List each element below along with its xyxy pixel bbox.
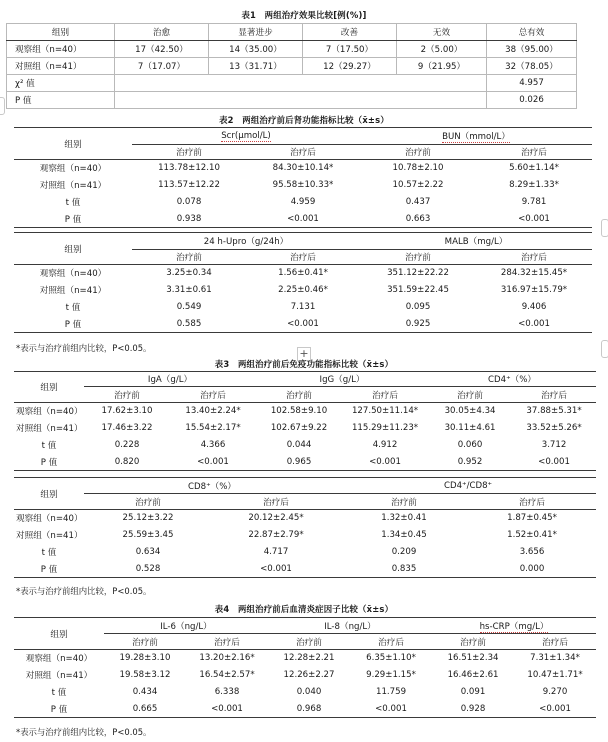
table-cell: 4.717 xyxy=(263,547,289,557)
table-cell: 0.040 xyxy=(296,687,322,697)
left-resize-handle[interactable] xyxy=(0,97,5,115)
table-cell: 0.095 xyxy=(405,302,431,312)
after-header: 治疗后 xyxy=(186,634,268,650)
table-cell: 4.959 xyxy=(290,197,316,207)
metric-label: hs-CRP（mg/L） xyxy=(479,621,549,632)
before-header: 治疗前 xyxy=(256,387,342,403)
row-label: P 值 xyxy=(14,211,132,228)
table-cell: 38（95.00） xyxy=(487,41,577,58)
after-header: 治疗后 xyxy=(342,387,428,403)
table-cell: 0.228 xyxy=(114,440,140,450)
table-cell: 19.58±3.12 xyxy=(119,670,171,680)
table-cell: <0.001 xyxy=(476,211,592,228)
table4-caption: 表4 两组治疗前后血清炎症因子比较（x̄±s） xyxy=(214,604,394,614)
table-cell: 12（29.27） xyxy=(303,58,397,75)
metric-header-cd8: CD8⁺（%） xyxy=(84,478,340,494)
table-cell: 9（21.95） xyxy=(397,58,487,75)
table1-header-cell: 显著进步 xyxy=(209,24,303,41)
row-label: P 值 xyxy=(14,316,132,333)
table-cell: 2.25±0.46* xyxy=(278,285,328,295)
row-label: t 值 xyxy=(51,688,67,698)
table-cell: <0.001 xyxy=(342,454,428,471)
add-block-button[interactable]: + xyxy=(297,347,311,361)
table-row xyxy=(14,561,596,578)
group-header: 组别 xyxy=(14,372,84,403)
row-label: t 值 xyxy=(65,198,81,208)
table-row xyxy=(14,403,596,420)
table-cell: 3.25±0.34 xyxy=(166,268,212,279)
table-row xyxy=(14,527,596,544)
table-cell: <0.001 xyxy=(246,316,360,333)
table-cell: 0.835 xyxy=(340,561,468,578)
table3-block-a xyxy=(14,371,596,471)
group-header: 组别 xyxy=(14,478,84,510)
table-cell: <0.001 xyxy=(170,454,256,471)
table-cell: 0.665 xyxy=(104,701,186,718)
before-header: 治疗前 xyxy=(268,634,350,650)
table3-block-b xyxy=(14,477,596,578)
row-label: 观察组（n=40） xyxy=(16,514,83,525)
after-header: 治疗后 xyxy=(246,250,360,265)
table-cell: <0.001 xyxy=(186,701,268,718)
table-row xyxy=(14,211,592,228)
table1-header-cell: 无效 xyxy=(397,24,487,41)
table-cell: 17.46±3.22 xyxy=(101,423,153,433)
table-cell: 3.712 xyxy=(541,440,567,450)
table-cell: <0.001 xyxy=(476,316,592,333)
after-header: 治疗后 xyxy=(514,634,596,650)
table3-caption: 表3 两组治疗前后免疫功能指标比较（x̄±s） xyxy=(214,359,394,369)
metric-header-scr xyxy=(132,128,360,145)
table-cell: 113.57±12.22 xyxy=(158,180,220,190)
table-cell: 7.31±1.34* xyxy=(530,653,580,664)
after-header: 治疗后 xyxy=(170,387,256,403)
table-cell: 16.46±2.61 xyxy=(447,670,499,680)
metric-label: BUN（mmol/L） xyxy=(442,132,510,142)
table1-header-cell: 改善 xyxy=(303,24,397,41)
metric-header-il8: IL-8（ng/L） xyxy=(268,618,432,634)
after-header: 治疗后 xyxy=(476,145,592,160)
table-cell: 0.965 xyxy=(256,454,342,471)
row-label: P 值 xyxy=(7,92,115,109)
before-header: 治疗前 xyxy=(84,387,170,403)
table-cell: 0.434 xyxy=(132,687,158,697)
table-row xyxy=(7,75,577,92)
empty-cell xyxy=(115,75,487,92)
row-label: 观察组（n=40） xyxy=(16,407,83,418)
table-cell: 10.47±1.71* xyxy=(527,670,583,680)
table-cell: 7（17.07） xyxy=(115,58,209,75)
table-cell: 9.781 xyxy=(521,197,547,207)
table-cell: 102.67±9.22 xyxy=(270,423,328,433)
table-cell: 12.28±2.21 xyxy=(283,653,335,664)
table-row xyxy=(14,701,596,718)
table-cell: 0.928 xyxy=(432,701,514,718)
table-cell: 127.50±11.14* xyxy=(351,406,419,417)
table-cell: 4.912 xyxy=(372,440,398,450)
table-cell: 20.12±2.45* xyxy=(248,513,304,524)
row-label: 对照组（n=41） xyxy=(39,181,107,191)
row-label: 对照组（n=41） xyxy=(16,424,83,434)
table-row xyxy=(7,58,577,75)
metric-header-il6: IL-6（ng/L） xyxy=(104,618,268,634)
table-row xyxy=(14,299,592,316)
metric-header-bun xyxy=(360,128,592,145)
metric-header-igg: IgG（g/L） xyxy=(256,372,428,387)
table-cell: 1.32±0.41 xyxy=(381,513,427,524)
table-cell: 33.52±5.26* xyxy=(526,423,582,433)
before-header: 治疗前 xyxy=(132,145,246,160)
metric-label: Scr(μmol/L) xyxy=(221,131,271,141)
table-row xyxy=(14,454,596,471)
table-cell: 25.59±3.45 xyxy=(122,530,174,540)
metric-header-cd4: CD4⁺（%） xyxy=(428,372,596,387)
table-cell: 32（78.05） xyxy=(487,58,577,75)
table-cell: 10.57±2.22 xyxy=(392,180,444,190)
table1-header-row xyxy=(7,24,577,41)
table-cell: 14（35.00） xyxy=(209,41,303,58)
row-label: 观察组（n=40） xyxy=(7,41,115,58)
after-header: 治疗后 xyxy=(246,145,360,160)
table-cell: 13.40±2.24* xyxy=(185,406,241,417)
table-cell: 10.78±2.10 xyxy=(392,163,444,174)
group-header: 组别 xyxy=(14,233,132,265)
table2-block-a xyxy=(14,127,592,228)
table-cell: 30.05±4.34 xyxy=(444,406,496,417)
row-label: 观察组（n=40） xyxy=(25,654,93,665)
table-row xyxy=(14,420,596,437)
row-label: 对照组（n=41） xyxy=(16,531,83,541)
table-cell: 9.270 xyxy=(542,687,568,697)
table-cell: 0.060 xyxy=(457,440,483,450)
row-label: P 值 xyxy=(14,701,104,718)
after-header: 治疗后 xyxy=(212,494,340,510)
row-label: 对照组（n=41） xyxy=(25,671,93,681)
table1-header-cell: 总有效 xyxy=(487,24,577,41)
table-cell: 2（5.00） xyxy=(397,41,487,58)
table-cell: 84.30±10.14* xyxy=(272,163,334,174)
empty-cell xyxy=(115,92,487,109)
table-row xyxy=(14,194,592,211)
table1-header-cell: 组别 xyxy=(7,24,115,41)
table-cell: 115.29±11.23* xyxy=(351,423,419,433)
table-cell: <0.001 xyxy=(246,211,360,228)
table1-header-cell: 治愈 xyxy=(115,24,209,41)
table-cell: 19.28±3.10 xyxy=(119,653,171,664)
table-cell: 0.938 xyxy=(132,211,246,228)
table-cell: 1.56±0.41* xyxy=(278,268,328,279)
table2-block-b xyxy=(14,232,592,333)
table-cell: 11.759 xyxy=(375,687,407,697)
row-label: 对照组（n=41） xyxy=(39,286,107,296)
table-cell: 0.044 xyxy=(286,440,312,450)
table-cell: 3.656 xyxy=(519,547,545,557)
table-cell: 9.406 xyxy=(521,302,547,312)
table-cell: 17（42.50） xyxy=(115,41,209,58)
table3-note: *表示与治疗前组内比较，P<0.05。 xyxy=(16,586,152,596)
table-cell: 6.338 xyxy=(214,687,240,697)
table-cell: 1.52±0.41* xyxy=(507,530,557,540)
row-label: P 值 xyxy=(14,561,84,578)
row-label: χ² 值 xyxy=(7,75,115,92)
table2-caption: 表2 两组治疗前后肾功能指标比较（x̄±s） xyxy=(219,115,389,125)
right-resize-handle[interactable] xyxy=(601,340,608,358)
table-row xyxy=(14,282,592,299)
after-header: 治疗后 xyxy=(350,634,432,650)
table-cell: 13（31.71） xyxy=(209,58,303,75)
row-label: t 值 xyxy=(41,548,57,558)
table-cell: 0.000 xyxy=(468,561,596,578)
table4 xyxy=(14,617,596,718)
table-cell: 3.31±0.61 xyxy=(166,285,212,295)
table-cell: 351.59±22.45 xyxy=(387,285,449,295)
table-cell: 4.957 xyxy=(487,75,577,92)
before-header: 治疗前 xyxy=(360,250,476,265)
table4-note: *表示与治疗前组内比较，P<0.05。 xyxy=(16,727,152,737)
group-header: 组别 xyxy=(14,128,132,160)
table-cell: 0.549 xyxy=(176,302,202,312)
before-header: 治疗前 xyxy=(84,494,212,510)
before-header: 治疗前 xyxy=(428,387,512,403)
table-cell: 316.97±15.79* xyxy=(500,285,568,295)
metric-header-malb: MALB（mg/L） xyxy=(360,233,592,250)
table-cell: 8.29±1.33* xyxy=(509,180,559,190)
row-label: 观察组（n=40） xyxy=(39,269,107,280)
table-cell: 0.952 xyxy=(428,454,512,471)
table-cell: 102.58±9.10 xyxy=(270,406,328,417)
row-label: t 值 xyxy=(65,303,81,313)
table-cell: 15.54±2.17* xyxy=(185,423,241,433)
table-row xyxy=(14,160,592,177)
table-cell: 30.11±4.61 xyxy=(444,423,496,433)
table-row xyxy=(14,544,596,561)
table-cell: 0.820 xyxy=(84,454,170,471)
table-cell: 4.366 xyxy=(200,440,226,450)
table-row xyxy=(7,41,577,58)
table-cell: 7.131 xyxy=(290,302,316,312)
table-cell: 25.12±3.22 xyxy=(122,513,174,524)
metric-header-hscrp xyxy=(432,618,596,634)
table-cell: 1.87±0.45* xyxy=(507,513,557,524)
row-label: P 值 xyxy=(14,454,84,471)
row-label: 观察组（n=40） xyxy=(39,164,107,175)
table-cell: 351.12±22.22 xyxy=(387,268,449,279)
table-row xyxy=(14,510,596,527)
table-cell: 113.78±12.10 xyxy=(158,163,220,174)
table-cell: 284.32±15.45* xyxy=(500,268,568,279)
after-header: 治疗后 xyxy=(476,250,592,265)
table-row xyxy=(14,650,596,667)
table-cell: 6.35±1.10* xyxy=(366,653,416,664)
table-cell: 9.29±1.15* xyxy=(366,670,416,680)
table-cell: 0.634 xyxy=(135,547,161,557)
table-row xyxy=(14,437,596,454)
table-cell: 22.87±2.79* xyxy=(248,530,304,540)
table-cell: 17.62±3.10 xyxy=(101,406,153,417)
table-row xyxy=(14,316,592,333)
table-cell: 0.091 xyxy=(460,687,486,697)
right-resize-handle[interactable] xyxy=(601,219,608,237)
table-cell: 0.209 xyxy=(391,547,417,557)
table1-caption: 表1 两组治疗效果比较[例(%)] xyxy=(241,10,367,20)
table-cell: 0.026 xyxy=(487,92,577,109)
table-row xyxy=(14,684,596,701)
row-label: t 值 xyxy=(41,441,57,451)
table-row xyxy=(14,667,596,684)
table-cell: 5.60±1.14* xyxy=(509,163,559,174)
table-cell: 95.58±10.33* xyxy=(272,180,334,190)
row-label: 对照组（n=41） xyxy=(7,58,115,75)
table-cell: 0.528 xyxy=(84,561,212,578)
after-header: 治疗后 xyxy=(468,494,596,510)
table-cell: 0.585 xyxy=(132,316,246,333)
after-header: 治疗后 xyxy=(512,387,596,403)
table-cell: <0.001 xyxy=(514,701,596,718)
metric-header-cd4-cd8: CD4⁺/CD8⁺ xyxy=(340,478,596,494)
table-cell: 13.20±2.16* xyxy=(199,653,255,664)
table2-note: *表示与治疗前组内比较，P<0.05。 xyxy=(16,343,152,353)
table-cell: 0.663 xyxy=(360,211,476,228)
table-cell: 0.078 xyxy=(176,197,202,207)
table-cell: 0.925 xyxy=(360,316,476,333)
table-row xyxy=(7,92,577,109)
table-cell: 7（17.50） xyxy=(303,41,397,58)
group-header: 组别 xyxy=(14,618,104,650)
before-header: 治疗前 xyxy=(360,145,476,160)
metric-header-upro: 24 h-Upro（g/24h） xyxy=(132,233,360,250)
before-header: 治疗前 xyxy=(432,634,514,650)
table-cell: 16.54±2.57* xyxy=(199,670,255,680)
table-cell: <0.001 xyxy=(512,454,596,471)
table-cell: 37.88±5.31* xyxy=(526,406,582,417)
table-cell: 12.26±2.27 xyxy=(283,670,335,680)
metric-header-iga: IgA（g/L） xyxy=(84,372,256,387)
table-cell: 0.437 xyxy=(405,197,431,207)
table-row xyxy=(14,265,592,282)
before-header: 治疗前 xyxy=(104,634,186,650)
table-cell: 1.34±0.45 xyxy=(381,530,427,540)
table-cell: <0.001 xyxy=(350,701,432,718)
before-header: 治疗前 xyxy=(132,250,246,265)
table-cell: 16.51±2.34 xyxy=(447,653,499,664)
table-row xyxy=(14,177,592,194)
table-cell: <0.001 xyxy=(212,561,340,578)
before-header: 治疗前 xyxy=(340,494,468,510)
table1 xyxy=(6,23,577,109)
table-cell: 0.968 xyxy=(268,701,350,718)
